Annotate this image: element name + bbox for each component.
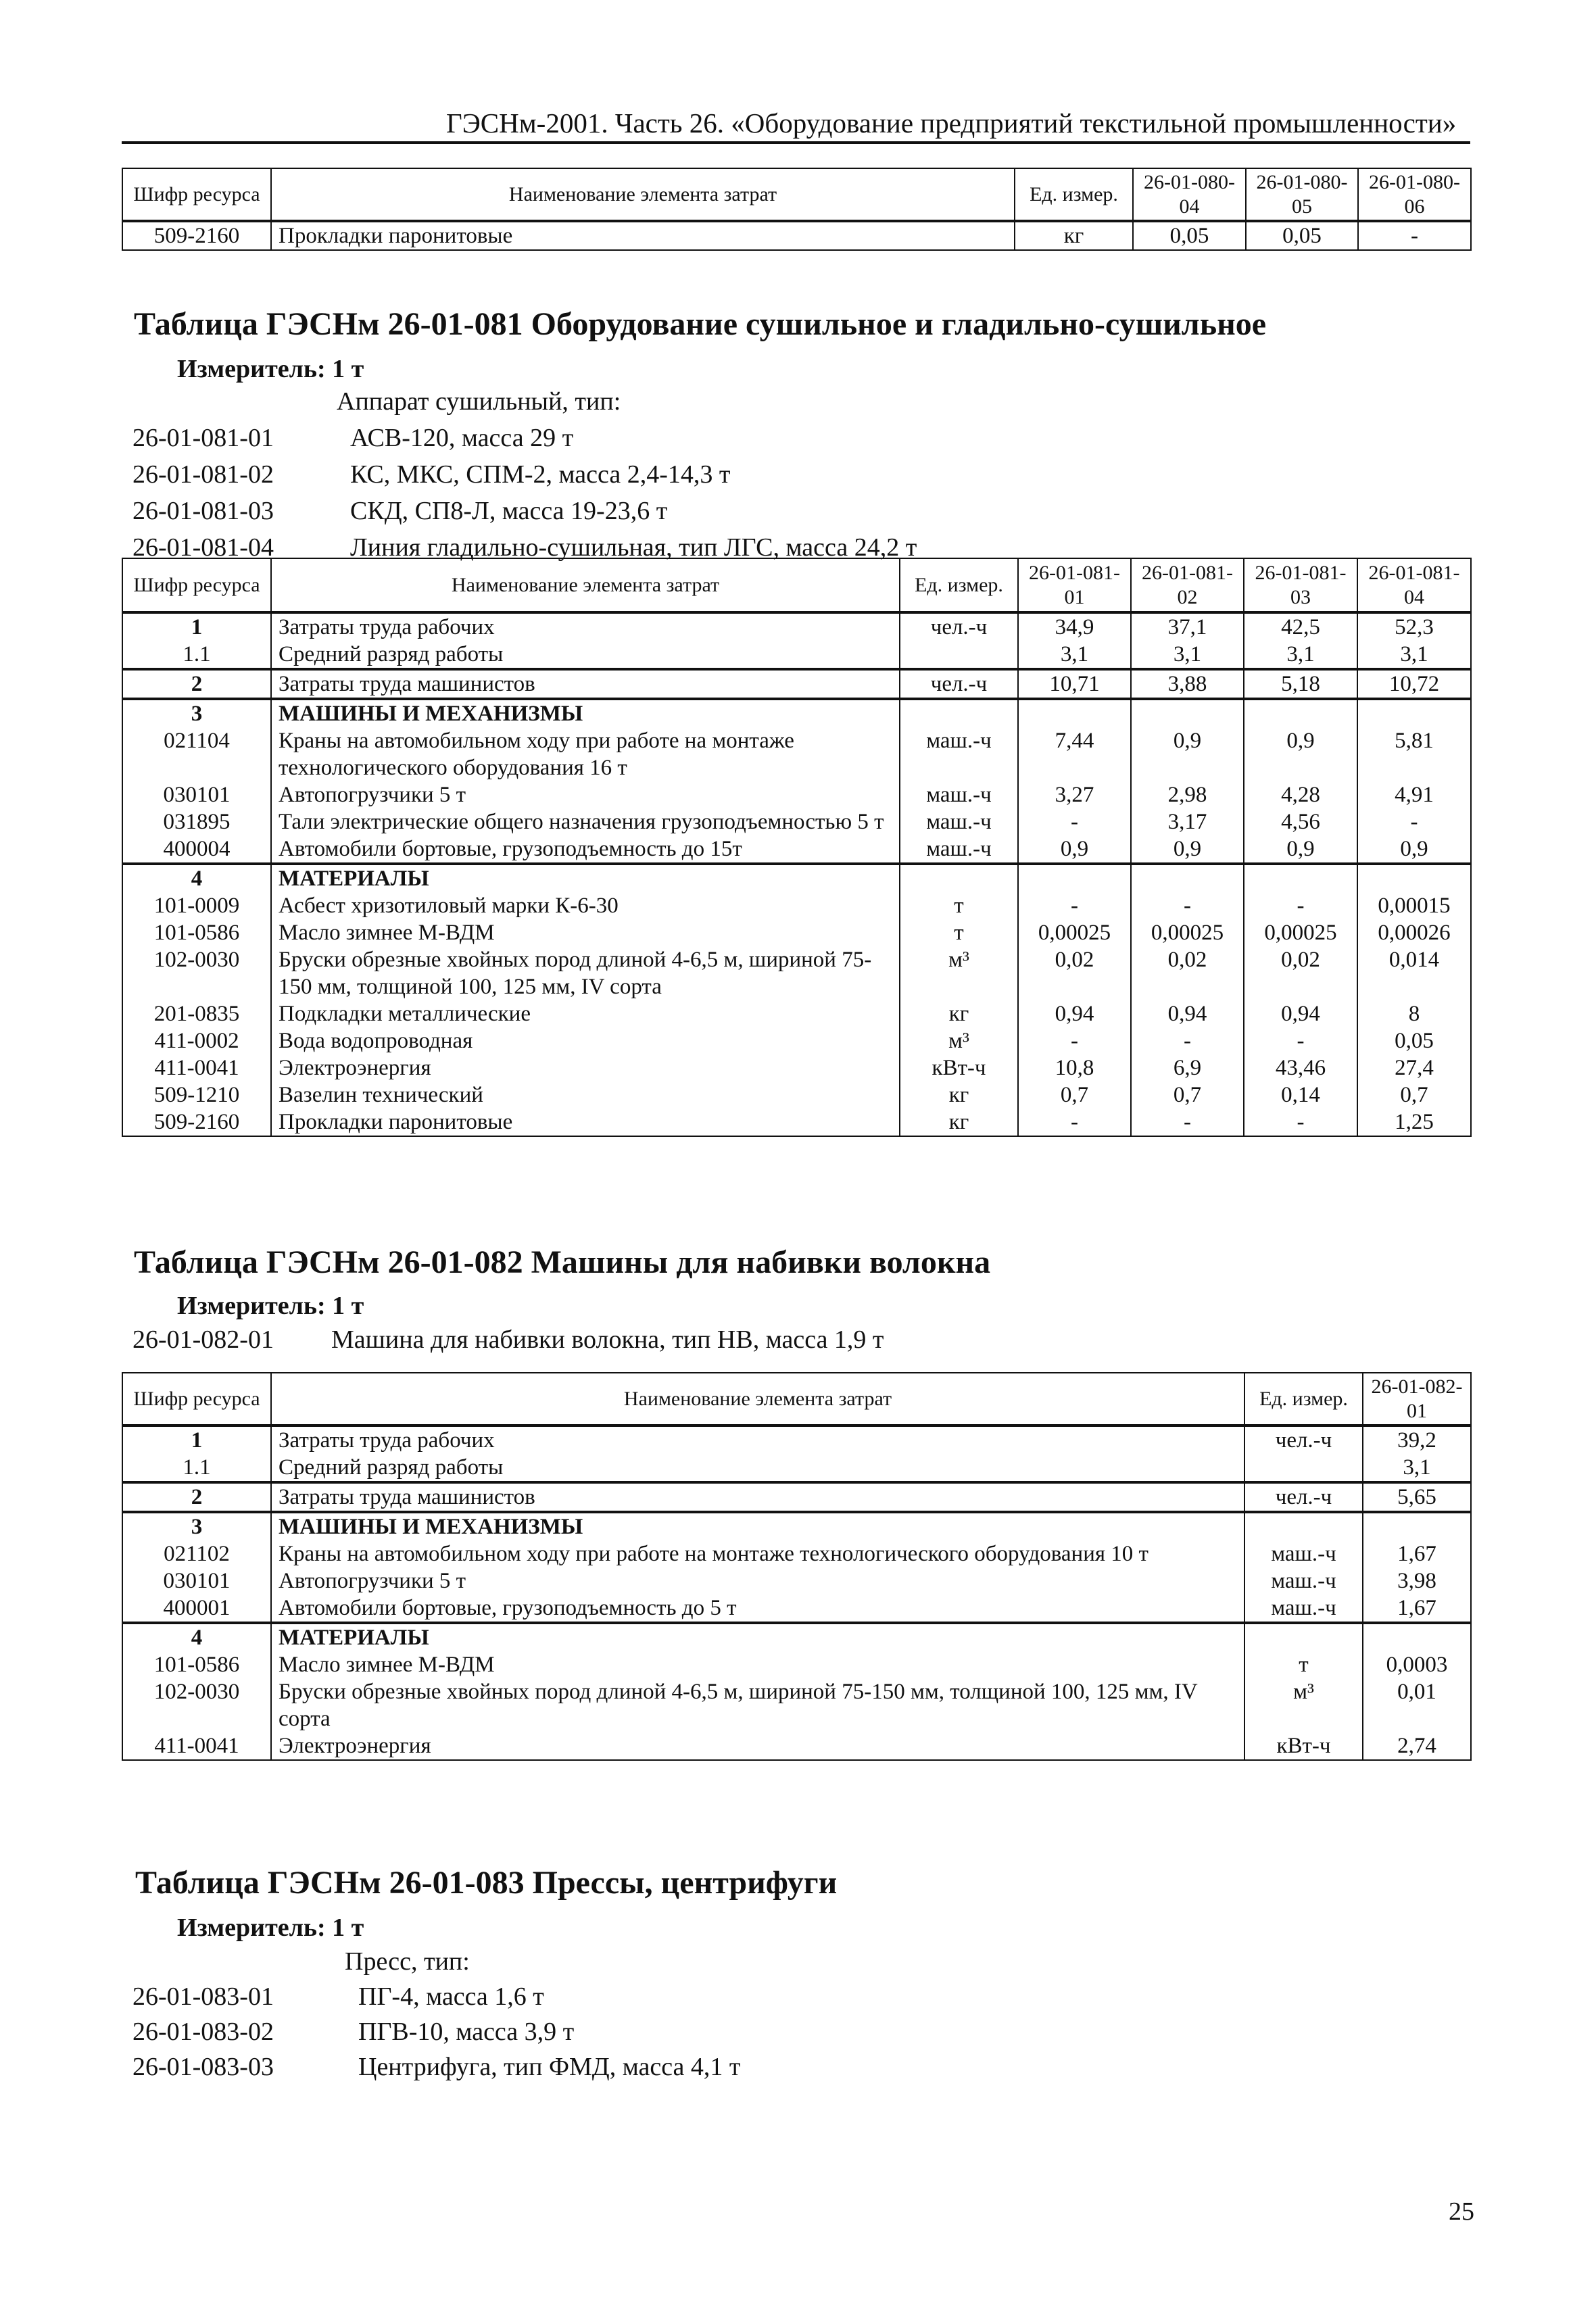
value-cell: 0,9 xyxy=(1244,727,1357,781)
param-code: 26-01-082-01 xyxy=(132,1325,274,1354)
table-row xyxy=(122,864,1471,892)
value-cell xyxy=(1363,1512,1471,1540)
table-row xyxy=(122,1732,1471,1760)
unit-cell: чел.-ч xyxy=(1244,1482,1363,1512)
param-text: Машина для набивки волокна, тип НВ, масса 1,9 т xyxy=(331,1325,884,1354)
resource-code-cell: 101-0586 xyxy=(122,1651,271,1678)
value-cell: - xyxy=(1018,892,1131,919)
table-header-row xyxy=(122,558,1471,612)
value-cell xyxy=(1018,699,1131,727)
unit-cell: м³ xyxy=(900,946,1018,1000)
table-083-meter: Измеритель: 1 т xyxy=(177,1914,364,1942)
value-cell: 43,46 xyxy=(1244,1054,1357,1081)
unit-cell: т xyxy=(900,919,1018,946)
unit-cell xyxy=(900,699,1018,727)
value-cell: 5,18 xyxy=(1244,669,1357,699)
value-cell: 0,05 xyxy=(1357,1027,1471,1054)
table-row xyxy=(122,699,1471,727)
unit-cell: м³ xyxy=(900,1027,1018,1054)
value-cell: 0,00025 xyxy=(1244,919,1357,946)
cost-element-cell: Затраты труда рабочих xyxy=(271,612,900,641)
resource-code-cell: 4 xyxy=(122,1623,271,1651)
table-header-row xyxy=(122,168,1471,221)
table-row xyxy=(122,1512,1471,1540)
cost-element-cell: Краны на автомобильном ходу при работе на монтаже технологического оборудования 16 т xyxy=(271,727,900,781)
param-text: Линия гладильно-сушильная, тип ЛГС, масса 24,2 т xyxy=(350,533,917,562)
cost-element-cell: Автомобили бортовые, грузоподъемность до 15т xyxy=(271,835,900,864)
table-row xyxy=(122,1678,1471,1732)
unit-cell: т xyxy=(900,892,1018,919)
resource-code-cell: 3 xyxy=(122,699,271,727)
table-081-title: Таблица ГЭСНм 26-01-081 Оборудование сушильное и гладильно-сушильное xyxy=(134,306,1267,342)
resource-code-cell: 2 xyxy=(122,1482,271,1512)
resource-code-cell: 030101 xyxy=(122,1567,271,1594)
param-text: СКД, СП8-Л, масса 19-23,6 т xyxy=(350,497,668,525)
column-header: 26-01-081-01 xyxy=(1018,558,1131,612)
column-header: 26-01-080-04 xyxy=(1133,168,1246,221)
resource-code-cell: 3 xyxy=(122,1512,271,1540)
value-cell: 0,94 xyxy=(1244,1000,1357,1027)
cost-element-cell: Автопогрузчики 5 т xyxy=(271,1567,1244,1594)
value-cell: 1,67 xyxy=(1363,1540,1471,1567)
cost-element-cell: Бруски обрезные хвойных пород длиной 4-6,5 м, шириной 75-150 мм, толщиной 100, 125 мм, IV сорта xyxy=(271,946,900,1000)
unit-cell: кг xyxy=(900,1000,1018,1027)
resource-code-cell: 101-0009 xyxy=(122,892,271,919)
param-text: Аппарат сушильный, тип: xyxy=(337,387,621,416)
value-cell: 2,98 xyxy=(1131,781,1244,808)
cost-element-cell: Масло зимнее М-ВДМ xyxy=(271,919,900,946)
cost-element-cell: Затраты труда машинистов xyxy=(271,1482,1244,1512)
value-cell: 0,7 xyxy=(1131,1081,1244,1108)
value-cell: 0,01 xyxy=(1363,1678,1471,1732)
value-cell: 10,72 xyxy=(1357,669,1471,699)
resource-code-cell: 1 xyxy=(122,612,271,641)
header-rule xyxy=(122,141,1470,144)
cost-element-cell: Автопогрузчики 5 т xyxy=(271,781,900,808)
cost-element-cell: Электроэнергия xyxy=(271,1054,900,1081)
value-cell xyxy=(1131,699,1244,727)
resource-code-cell: 030101 xyxy=(122,781,271,808)
value-cell: - xyxy=(1357,808,1471,835)
unit-cell: т xyxy=(1244,1651,1363,1678)
param-text: АСВ-120, масса 29 т xyxy=(350,424,574,452)
table-row xyxy=(122,1594,1471,1623)
column-header: 26-01-082-01 xyxy=(1363,1373,1471,1425)
unit-cell xyxy=(900,864,1018,892)
value-cell: 0,7 xyxy=(1357,1081,1471,1108)
param-code: 26-01-081-01 xyxy=(132,424,274,452)
value-cell: 7,44 xyxy=(1018,727,1131,781)
value-cell: - xyxy=(1131,1108,1244,1136)
value-cell: 0,14 xyxy=(1244,1081,1357,1108)
param-code: 26-01-081-03 xyxy=(132,497,274,525)
column-header: 26-01-080-05 xyxy=(1246,168,1358,221)
table-row xyxy=(122,946,1471,1000)
unit-cell: чел.-ч xyxy=(900,612,1018,641)
unit-cell: маш.-ч xyxy=(1244,1567,1363,1594)
value-cell: 4,91 xyxy=(1357,781,1471,808)
cost-element-cell: Автомобили бортовые, грузоподъемность до 5 т xyxy=(271,1594,1244,1623)
resource-code-cell: 101-0586 xyxy=(122,919,271,946)
resource-code-cell: 1 xyxy=(122,1425,271,1454)
table-row xyxy=(122,919,1471,946)
param-code: 26-01-081-02 xyxy=(132,460,274,489)
value-cell: - xyxy=(1358,221,1471,250)
value-cell: 0,05 xyxy=(1133,221,1246,250)
value-cell: 0,05 xyxy=(1246,221,1358,250)
cost-element-cell: МАТЕРИАЛЫ xyxy=(271,864,900,892)
value-cell: 0,02 xyxy=(1131,946,1244,1000)
column-header: Шифр ресурса xyxy=(122,1373,271,1425)
cost-element-cell: МАТЕРИАЛЫ xyxy=(271,1623,1244,1651)
resource-code-cell: 021102 xyxy=(122,1540,271,1567)
value-cell: 42,5 xyxy=(1244,612,1357,641)
unit-cell: м³ xyxy=(1244,1678,1363,1732)
cost-element-cell: Вазелин технический xyxy=(271,1081,900,1108)
table-row xyxy=(122,1540,1471,1567)
value-cell: 0,7 xyxy=(1018,1081,1131,1108)
value-cell: 0,02 xyxy=(1244,946,1357,1000)
value-cell xyxy=(1357,864,1471,892)
table-row xyxy=(122,1482,1471,1512)
value-cell xyxy=(1244,864,1357,892)
unit-cell xyxy=(1244,1623,1363,1651)
value-cell: 2,74 xyxy=(1363,1732,1471,1760)
value-cell xyxy=(1018,864,1131,892)
table-row xyxy=(122,1623,1471,1651)
value-cell: 10,71 xyxy=(1018,669,1131,699)
column-header: Шифр ресурса xyxy=(122,168,271,221)
column-header: Ед. измер. xyxy=(1015,168,1133,221)
value-cell xyxy=(1357,699,1471,727)
table-row xyxy=(122,641,1471,669)
value-cell: 34,9 xyxy=(1018,612,1131,641)
value-cell: 5,65 xyxy=(1363,1482,1471,1512)
value-cell: 3,1 xyxy=(1131,641,1244,669)
value-cell: 39,2 xyxy=(1363,1425,1471,1454)
resource-code-cell: 509-2160 xyxy=(122,1108,271,1136)
column-header: 26-01-081-02 xyxy=(1131,558,1244,612)
cost-element-cell: Масло зимнее М-ВДМ xyxy=(271,1651,1244,1678)
value-cell: 1,67 xyxy=(1363,1594,1471,1623)
table-082 xyxy=(122,1372,1472,1761)
value-cell: 0,9 xyxy=(1131,727,1244,781)
unit-cell: маш.-ч xyxy=(1244,1540,1363,1567)
table-row xyxy=(122,727,1471,781)
table-row xyxy=(122,1425,1471,1454)
resource-code-cell: 1.1 xyxy=(122,641,271,669)
unit-cell: чел.-ч xyxy=(1244,1425,1363,1454)
table-081 xyxy=(122,558,1472,1137)
unit-cell xyxy=(1244,1512,1363,1540)
column-header: Шифр ресурса xyxy=(122,558,271,612)
cost-element-cell: Бруски обрезные хвойных пород длиной 4-6,5 м, шириной 75-150 мм, толщиной 100, 125 мм, IV сорта xyxy=(271,1678,1244,1732)
table-header-row xyxy=(122,1373,1471,1425)
unit-cell: маш.-ч xyxy=(1244,1594,1363,1623)
cost-element-cell: Вода водопроводная xyxy=(271,1027,900,1054)
param-text: Центрифуга, тип ФМД, масса 4,1 т xyxy=(358,2053,741,2081)
table-row xyxy=(122,1000,1471,1027)
value-cell: 0,00026 xyxy=(1357,919,1471,946)
value-cell: 0,014 xyxy=(1357,946,1471,1000)
column-header: Ед. измер. xyxy=(1244,1373,1363,1425)
value-cell: 27,4 xyxy=(1357,1054,1471,1081)
cost-element-cell: Подкладки металлические xyxy=(271,1000,900,1027)
value-cell: 0,9 xyxy=(1018,835,1131,864)
cost-element-cell: Прокладки паронитовые xyxy=(271,221,1015,250)
cost-element-cell: Затраты труда рабочих xyxy=(271,1425,1244,1454)
value-cell: - xyxy=(1244,1108,1357,1136)
value-cell: 0,9 xyxy=(1357,835,1471,864)
param-code: 26-01-083-02 xyxy=(132,2018,274,2046)
unit-cell: кВт-ч xyxy=(900,1054,1018,1081)
value-cell xyxy=(1131,864,1244,892)
resource-code-cell: 021104 xyxy=(122,727,271,781)
value-cell: 0,02 xyxy=(1018,946,1131,1000)
resource-code-cell: 509-1210 xyxy=(122,1081,271,1108)
column-header: Наименование элемента затрат xyxy=(271,558,900,612)
unit-cell: кг xyxy=(1015,221,1133,250)
table-row xyxy=(122,835,1471,864)
value-cell: 10,8 xyxy=(1018,1054,1131,1081)
resource-code-cell: 1.1 xyxy=(122,1454,271,1482)
value-cell: - xyxy=(1131,1027,1244,1054)
param-text: ПГ-4, масса 1,6 т xyxy=(358,1982,544,2011)
cost-element-cell: Краны на автомобильном ходу при работе на монтаже технологического оборудования 10 т xyxy=(271,1540,1244,1567)
param-text: Пресс, тип: xyxy=(345,1947,470,1976)
cost-element-cell: Электроэнергия xyxy=(271,1732,1244,1760)
value-cell: 3,27 xyxy=(1018,781,1131,808)
resource-code-cell: 411-0041 xyxy=(122,1054,271,1081)
cost-element-cell: Затраты труда машинистов xyxy=(271,669,900,699)
resource-code-cell: 400004 xyxy=(122,835,271,864)
cost-element-cell: МАШИНЫ И МЕХАНИЗМЫ xyxy=(271,699,900,727)
table-row xyxy=(122,1027,1471,1054)
value-cell: 0,0003 xyxy=(1363,1651,1471,1678)
value-cell: 0,00025 xyxy=(1131,919,1244,946)
resource-code-cell: 102-0030 xyxy=(122,1678,271,1732)
unit-cell: чел.-ч xyxy=(900,669,1018,699)
table-row xyxy=(122,808,1471,835)
param-text: КС, МКС, СПМ-2, масса 2,4-14,3 т xyxy=(350,460,731,489)
table-082-meter: Измеритель: 1 т xyxy=(177,1292,364,1320)
table-continuation xyxy=(122,168,1472,251)
column-header: 26-01-081-04 xyxy=(1357,558,1471,612)
table-row xyxy=(122,221,1471,250)
unit-cell: кг xyxy=(900,1081,1018,1108)
unit-cell: маш.-ч xyxy=(900,781,1018,808)
value-cell: 3,17 xyxy=(1131,808,1244,835)
value-cell: 8 xyxy=(1357,1000,1471,1027)
table-083-title: Таблица ГЭСНм 26-01-083 Прессы, центрифуги xyxy=(135,1865,838,1901)
column-header: Ед. измер. xyxy=(900,558,1018,612)
value-cell: 1,25 xyxy=(1357,1108,1471,1136)
table-row xyxy=(122,1454,1471,1482)
column-header: Наименование элемента затрат xyxy=(271,1373,1244,1425)
table-row xyxy=(122,1054,1471,1081)
param-code: 26-01-081-04 xyxy=(132,533,274,562)
param-text: ПГВ-10, масса 3,9 т xyxy=(358,2018,575,2046)
table-row xyxy=(122,1108,1471,1136)
value-cell: - xyxy=(1131,892,1244,919)
resource-code-cell: 102-0030 xyxy=(122,946,271,1000)
resource-code-cell: 2 xyxy=(122,669,271,699)
value-cell: - xyxy=(1018,808,1131,835)
value-cell: 4,56 xyxy=(1244,808,1357,835)
unit-cell: кг xyxy=(900,1108,1018,1136)
unit-cell: маш.-ч xyxy=(900,727,1018,781)
page-number: 25 xyxy=(1449,2197,1474,2226)
value-cell: - xyxy=(1018,1027,1131,1054)
value-cell: 0,94 xyxy=(1018,1000,1131,1027)
resource-code-cell: 411-0002 xyxy=(122,1027,271,1054)
value-cell: - xyxy=(1244,892,1357,919)
value-cell: 3,1 xyxy=(1357,641,1471,669)
unit-cell xyxy=(900,641,1018,669)
table-row xyxy=(122,1651,1471,1678)
resource-code-cell: 400001 xyxy=(122,1594,271,1623)
value-cell xyxy=(1244,699,1357,727)
table-row xyxy=(122,669,1471,699)
value-cell: - xyxy=(1244,1027,1357,1054)
table-row xyxy=(122,892,1471,919)
table-row xyxy=(122,781,1471,808)
table-081-meter: Измеритель: 1 т xyxy=(177,355,364,383)
value-cell: 3,1 xyxy=(1018,641,1131,669)
value-cell xyxy=(1363,1623,1471,1651)
value-cell: 0,94 xyxy=(1131,1000,1244,1027)
value-cell: - xyxy=(1018,1108,1131,1136)
param-code: 26-01-083-01 xyxy=(132,1982,274,2011)
value-cell: 3,1 xyxy=(1244,641,1357,669)
value-cell: 3,88 xyxy=(1131,669,1244,699)
resource-code-cell: 201-0835 xyxy=(122,1000,271,1027)
value-cell: 3,1 xyxy=(1363,1454,1471,1482)
unit-cell xyxy=(1244,1454,1363,1482)
column-header: 26-01-081-03 xyxy=(1244,558,1357,612)
unit-cell: маш.-ч xyxy=(900,808,1018,835)
value-cell: 0,9 xyxy=(1244,835,1357,864)
resource-code-cell: 031895 xyxy=(122,808,271,835)
running-header: ГЭСНм-2001. Часть 26. «Оборудование предприятий текстильной промышленности» xyxy=(446,107,1457,139)
table-row xyxy=(122,1567,1471,1594)
unit-cell: маш.-ч xyxy=(900,835,1018,864)
unit-cell: кВт-ч xyxy=(1244,1732,1363,1760)
value-cell: 0,00025 xyxy=(1018,919,1131,946)
column-header: Наименование элемента затрат xyxy=(271,168,1015,221)
resource-code-cell: 4 xyxy=(122,864,271,892)
value-cell: 3,98 xyxy=(1363,1567,1471,1594)
cost-element-cell: Прокладки паронитовые xyxy=(271,1108,900,1136)
value-cell: 52,3 xyxy=(1357,612,1471,641)
column-header: 26-01-080-06 xyxy=(1358,168,1471,221)
cost-element-cell: Асбест хризотиловый марки К-6-30 xyxy=(271,892,900,919)
value-cell: 4,28 xyxy=(1244,781,1357,808)
cost-element-cell: МАШИНЫ И МЕХАНИЗМЫ xyxy=(271,1512,1244,1540)
resource-code-cell: 411-0041 xyxy=(122,1732,271,1760)
value-cell: 0,00015 xyxy=(1357,892,1471,919)
value-cell: 37,1 xyxy=(1131,612,1244,641)
table-row xyxy=(122,1081,1471,1108)
param-code: 26-01-083-03 xyxy=(132,2053,274,2081)
cost-element-cell: Тали электрические общего назначения грузоподъемностью 5 т xyxy=(271,808,900,835)
cost-element-cell: Средний разряд работы xyxy=(271,641,900,669)
value-cell: 5,81 xyxy=(1357,727,1471,781)
value-cell: 0,9 xyxy=(1131,835,1244,864)
table-082-title: Таблица ГЭСНм 26-01-082 Машины для набивки волокна xyxy=(134,1244,991,1280)
value-cell: 6,9 xyxy=(1131,1054,1244,1081)
resource-code-cell: 509-2160 xyxy=(122,221,271,250)
cost-element-cell: Средний разряд работы xyxy=(271,1454,1244,1482)
table-row xyxy=(122,612,1471,641)
